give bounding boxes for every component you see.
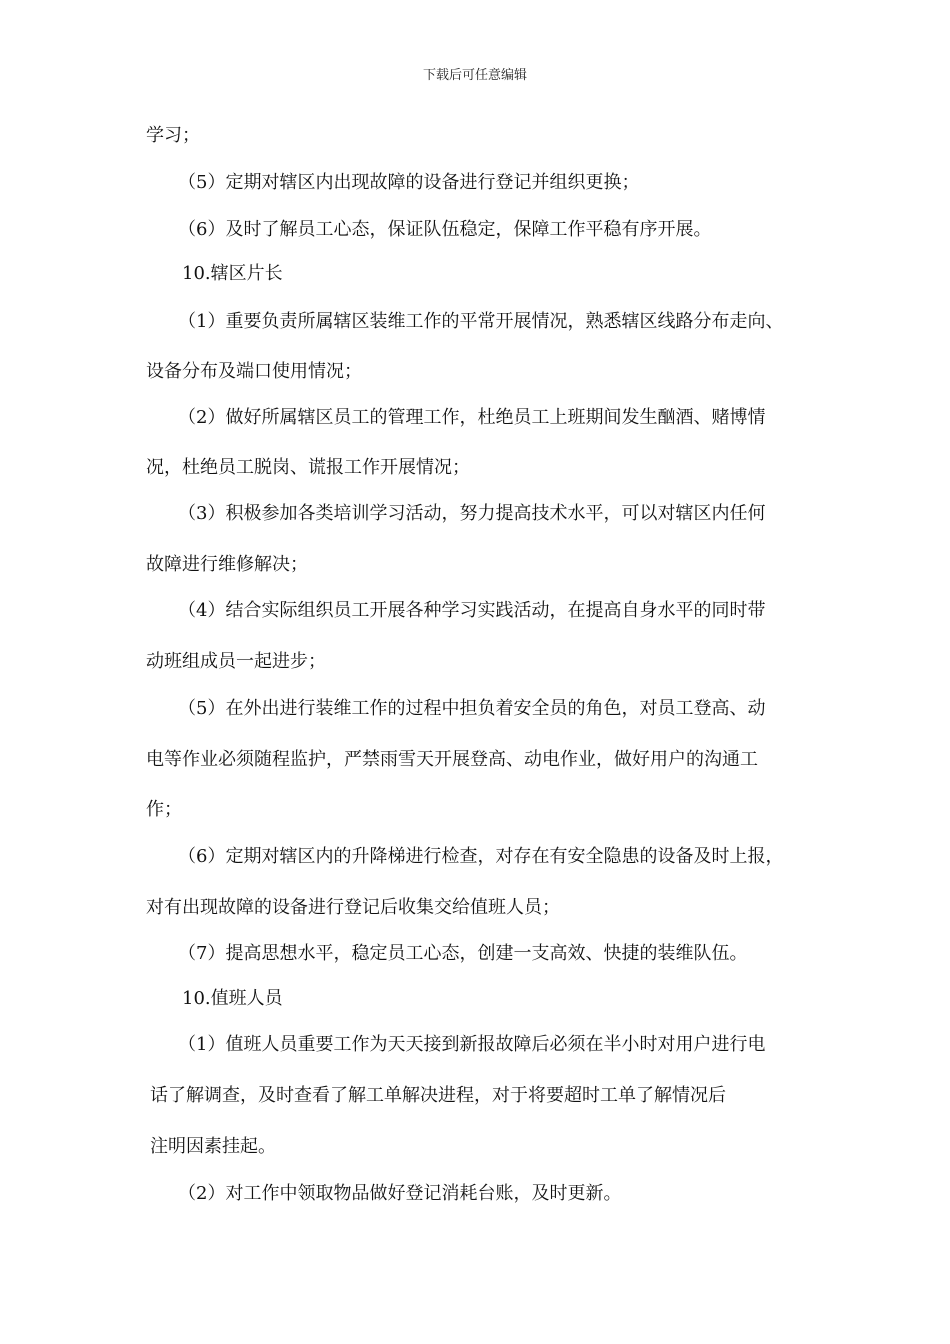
text-line: 学习； [146, 125, 200, 146]
text-line: （4）结合实际组织员工开展各种学习实践活动，在提高自身水平的同时带 [178, 600, 766, 621]
text-line: 话了解调查，及时查看了解工单解决进程，对于将要超时工单了解情况后 [150, 1085, 726, 1106]
text-line: 作； [146, 799, 182, 820]
text-line: （6）定期对辖区内的升降梯进行检查，对存在有安全隐患的设备及时上报， [178, 846, 784, 867]
text-line: （1）值班人员重要工作为天天接到新报故障后必须在半小时对用户进行电 [178, 1034, 766, 1055]
text-line: 对有出现故障的设备进行登记后收集交给值班人员； [146, 897, 560, 918]
text-line: 况，杜绝员工脱岗、谎报工作开展情况； [146, 457, 470, 478]
text-line: （5）在外出进行装维工作的过程中担负着安全员的角色，对员工登高、动 [178, 698, 766, 719]
text-line: （2）对工作中领取物品做好登记消耗台账，及时更新。 [178, 1183, 622, 1204]
section-heading: 10.辖区片长 [182, 263, 283, 284]
text-line: 故障进行维修解决； [146, 554, 308, 575]
text-line: 注明因素挂起。 [150, 1136, 276, 1157]
text-line: （5）定期对辖区内出现故障的设备进行登记并组织更换； [178, 172, 640, 193]
text-line: 设备分布及端口使用情况； [146, 361, 362, 382]
section-heading: 10.值班人员 [182, 988, 283, 1009]
text-line: （6）及时了解员工心态，保证队伍稳定，保障工作平稳有序开展。 [178, 219, 712, 240]
text-line: 动班组成员一起进步； [146, 651, 326, 672]
text-line: （3）积极参加各类培训学习活动，努力提高技术水平，可以对辖区内任何 [178, 503, 766, 524]
text-line: （7）提高思想水平，稳定员工心态，创建一支高效、快捷的装维队伍。 [178, 943, 748, 964]
page-header: 下载后可任意编辑 [422, 68, 527, 83]
text-line: 电等作业必须随程监护，严禁雨雪天开展登高、动电作业，做好用户的沟通工 [146, 749, 758, 770]
text-line: （1）重要负责所属辖区装维工作的平常开展情况，熟悉辖区线路分布走向、 [178, 311, 784, 332]
text-line: （2）做好所属辖区员工的管理工作，杜绝员工上班期间发生酗酒、赌博情 [178, 407, 766, 428]
